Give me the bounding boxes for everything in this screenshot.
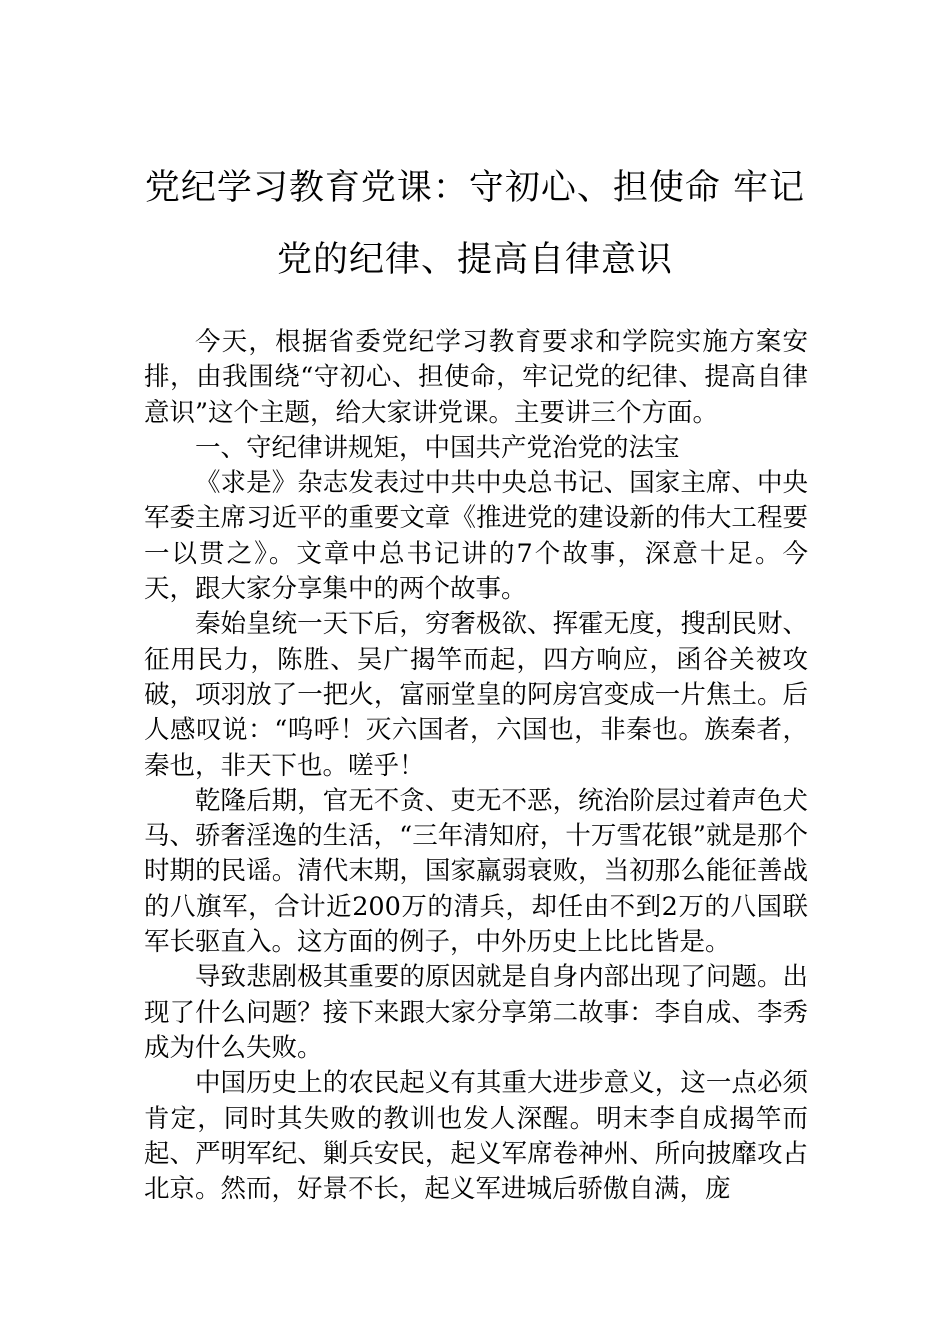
paragraph-internal-problems: 导致悲剧极其重要的原因就是自身内部出现了问题。出现了什么问题？接下来跟大家分享第二故事：李自成、李秀成为什么失败。	[144, 962, 808, 1063]
document-title-line-1: 党纪学习教育党课：守初心、担使命 牢记	[144, 168, 806, 208]
paragraph-qianlong: 乾隆后期，官无不贪、吏无不恶，统治阶层过着声色犬马、骄奢淫逸的生活，“三年清知府，十万雪花银”就是那个时期的民谣。清代末期，国家羸弱衰败，当初那么能征善战的八旗军，合计近200万的清兵，却任由不到2万的八国联军长驱直入。这方面的例子，中外历史上比比皆是。	[144, 785, 808, 958]
paragraph-intro: 今天，根据省委党纪学习教育要求和学院实施方案安排，由我围绕“守初心、担使命，牢记党的纪律、提高自律意识”这个主题，给大家讲党课。主要讲三个方面。	[144, 327, 808, 428]
paragraph-peasant-uprisings: 中国历史上的农民起义有其重大进步意义，这一点必须肯定，同时其失败的教训也发人深醒。明末李自成揭竿而起、严明军纪、剿兵安民，起义军席卷神州、所向披靡攻占北京。然而，好景不长，起义军进城后骄傲自满，庞	[144, 1068, 808, 1205]
paragraph-qiushi-article: 《求是》杂志发表过中共中央总书记、国家主席、中央军委主席习近平的重要文章《推进党的建设新的伟大工程要一以贯之》。文章中总书记讲的7个故事，深意十足。今天，跟大家分享集中的两个故事。	[144, 468, 808, 605]
section-heading-1: 一、守纪律讲规矩，中国共产党治党的法宝	[195, 432, 680, 463]
paragraph-qin-dynasty: 秦始皇统一天下后，穷奢极欲、挥霍无度，搜刮民财、征用民力，陈胜、吴广揭竿而起，四方响应，函谷关被攻破，项羽放了一把火，富丽堂皇的阿房宫变成一片焦土。后人感叹说：“呜呼！灭六国者，六国也，非秦也。族秦者，秦也，非天下也。嗟乎！	[144, 609, 808, 781]
document-body	[144, 325, 808, 1207]
document-title-line-2: 党的纪律、提高自律意识	[276, 240, 673, 280]
